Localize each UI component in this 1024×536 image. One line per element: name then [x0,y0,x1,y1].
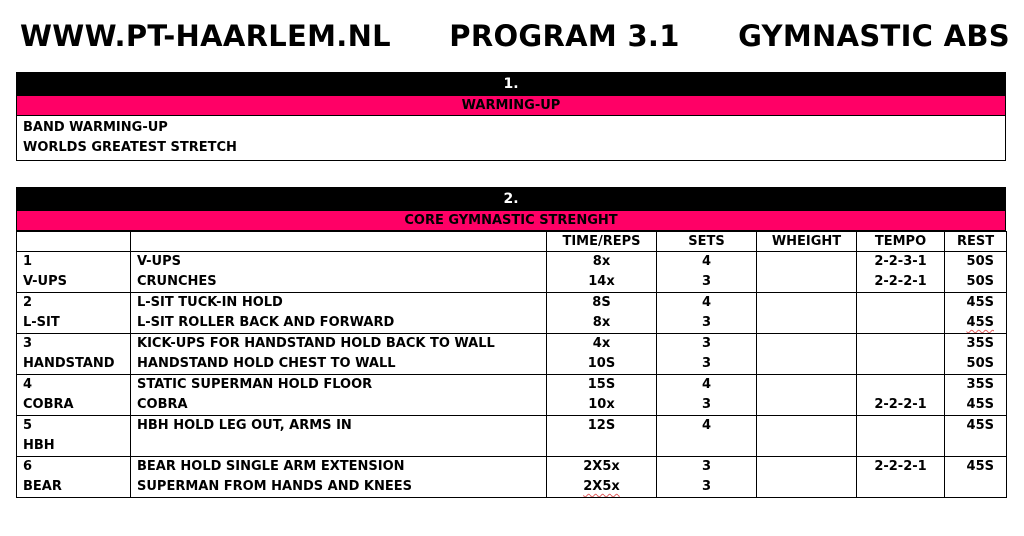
weight [763,416,850,436]
sets: 4 [701,377,712,392]
section-warming-up [16,72,1006,161]
time-reps-cell [547,334,657,375]
program-title: GYMNASTIC ABS [738,19,1010,53]
group-number: 5 [23,418,33,433]
tempo [863,354,938,374]
rest: 50S [966,274,994,289]
group-name: V-UPS [23,274,67,289]
time-reps: 2X5x [583,459,620,474]
tempo [863,436,938,456]
tempo-cell [857,293,945,334]
exercise-cell [131,457,547,498]
rest: 50S [966,254,994,269]
time-reps-cell [547,416,657,457]
weight-cell [757,293,857,334]
group-cell [17,334,131,375]
exercise-name: BEAR HOLD SINGLE ARM EXTENSION [137,459,405,474]
tempo [863,293,938,313]
exercise-cell [131,334,547,375]
rest-cell [945,293,1007,334]
sets-cell [657,375,757,416]
section-number: 2. [16,187,1006,211]
group-name: COBRA [23,397,74,412]
sets: 4 [701,295,712,310]
tempo-cell [857,252,945,293]
tempo-cell [857,334,945,375]
table-row [17,375,1007,416]
section-title: CORE GYMNASTIC STRENGHT [16,211,1006,231]
group-number: 6 [23,459,33,474]
sets [663,436,750,456]
rest: 45S [966,459,994,474]
tempo [863,416,938,436]
table-row [17,334,1007,375]
time-reps: 8S [592,295,611,310]
group-name: BEAR [23,479,62,494]
weight [763,477,850,497]
group-number: 3 [23,336,33,351]
tempo-cell [857,457,945,498]
weight-cell [757,252,857,293]
sets: 3 [701,479,712,494]
sets: 3 [701,356,712,371]
group-cell [17,293,131,334]
time-reps: 15S [587,377,616,392]
column-header: TEMPO [857,232,945,252]
exercise-cell [131,375,547,416]
column-header [17,232,131,252]
sets: 3 [701,397,712,412]
time-reps: 8x [592,254,611,269]
sets: 3 [701,274,712,289]
sets-cell [657,457,757,498]
tempo [863,313,938,333]
exercise-cell [131,293,547,334]
tempo: 2-2-2-1 [874,397,927,412]
section-core [16,187,1006,498]
time-reps-cell [547,293,657,334]
sets-cell [657,334,757,375]
exercise-name [137,436,540,456]
rest: 45S [966,315,994,330]
column-header: TIME/REPS [547,232,657,252]
tempo: 2-2-2-1 [874,274,927,289]
tempo-cell [857,416,945,457]
group-number: 2 [23,295,33,310]
rest: 45S [966,295,994,310]
group-cell [17,457,131,498]
exercise-name: STATIC SUPERMAN HOLD FLOOR [137,377,373,392]
program-name: PROGRAM 3.1 [449,19,680,53]
weight-cell [757,375,857,416]
exercise-name: HANDSTAND HOLD CHEST TO WALL [137,356,396,371]
rest-cell [945,457,1007,498]
group-number: 1 [23,254,33,269]
exercise-name: L-SIT TUCK-IN HOLD [137,295,283,310]
time-reps-cell [547,375,657,416]
rest [951,436,994,456]
exercise-name: KICK-UPS FOR HANDSTAND HOLD BACK TO WALL [137,336,495,351]
rest-cell [945,375,1007,416]
table-row [17,416,1007,457]
exercise-cell [131,252,547,293]
sets: 4 [701,254,712,269]
time-reps: 4x [592,336,611,351]
time-reps: 10x [588,397,615,412]
group-cell [17,416,131,457]
exercise-name: HBH HOLD LEG OUT, ARMS IN [137,418,352,433]
weight [763,375,850,395]
table-header-row [17,232,1007,252]
weight [763,395,850,415]
rest: 50S [966,356,994,371]
rest: 45S [966,418,994,433]
tempo [863,375,938,395]
sets: 3 [701,336,712,351]
tempo: 2-2-2-1 [874,459,927,474]
rest: 35S [966,377,994,392]
site-url: WWW.PT-HAARLEM.NL [20,19,391,53]
time-reps: 8x [592,315,611,330]
table-row [17,457,1007,498]
sets-cell [657,293,757,334]
exercise-name: V-UPS [137,254,181,269]
weight [763,272,850,292]
weight [763,334,850,354]
sets-cell [657,416,757,457]
rest-cell [945,252,1007,293]
time-reps: 2X5x [583,479,620,494]
exercise-table [16,231,1007,498]
time-reps-cell [547,457,657,498]
page-header [20,16,1010,56]
column-header: SETS [657,232,757,252]
column-header [131,232,547,252]
time-reps: 12S [587,418,616,433]
table-row [17,252,1007,293]
sets: 3 [701,459,712,474]
rest: 45S [966,397,994,412]
time-reps: 14x [588,274,615,289]
group-name: HANDSTAND [23,356,115,371]
exercise-name: L-SIT ROLLER BACK AND FORWARD [137,315,395,330]
time-reps [553,436,650,456]
weight [763,436,850,456]
tempo-cell [857,375,945,416]
group-cell [17,252,131,293]
table-row [17,293,1007,334]
group-cell [17,375,131,416]
group-name: HBH [23,438,55,453]
weight [763,252,850,272]
warming-up-list [16,116,1006,161]
column-header: WHEIGHT [757,232,857,252]
group-number: 4 [23,377,33,392]
column-header: REST [945,232,1007,252]
exercise-name: SUPERMAN FROM HANDS AND KNEES [137,479,412,494]
sets: 3 [701,315,712,330]
tempo: 2-2-3-1 [874,254,927,269]
time-reps: 10S [587,356,616,371]
sets-cell [657,252,757,293]
tempo [863,334,938,354]
weight [763,457,850,477]
rest-cell [945,334,1007,375]
time-reps-cell [547,252,657,293]
weight-cell [757,457,857,498]
list-item: WORLDS GREATEST STRETCH [23,140,237,155]
section-number: 1. [16,72,1006,96]
list-item: BAND WARMING-UP [23,120,168,135]
weight [763,313,850,333]
weight [763,354,850,374]
rest-cell [945,416,1007,457]
weight-cell [757,416,857,457]
weight [763,293,850,313]
weight-cell [757,334,857,375]
exercise-cell [131,416,547,457]
rest [951,477,994,497]
section-title: WARMING-UP [16,96,1006,116]
tempo [863,477,938,497]
sets: 4 [701,418,712,433]
rest: 35S [966,336,994,351]
group-name: L-SIT [23,315,60,330]
exercise-name: COBRA [137,397,188,412]
exercise-name: CRUNCHES [137,274,217,289]
